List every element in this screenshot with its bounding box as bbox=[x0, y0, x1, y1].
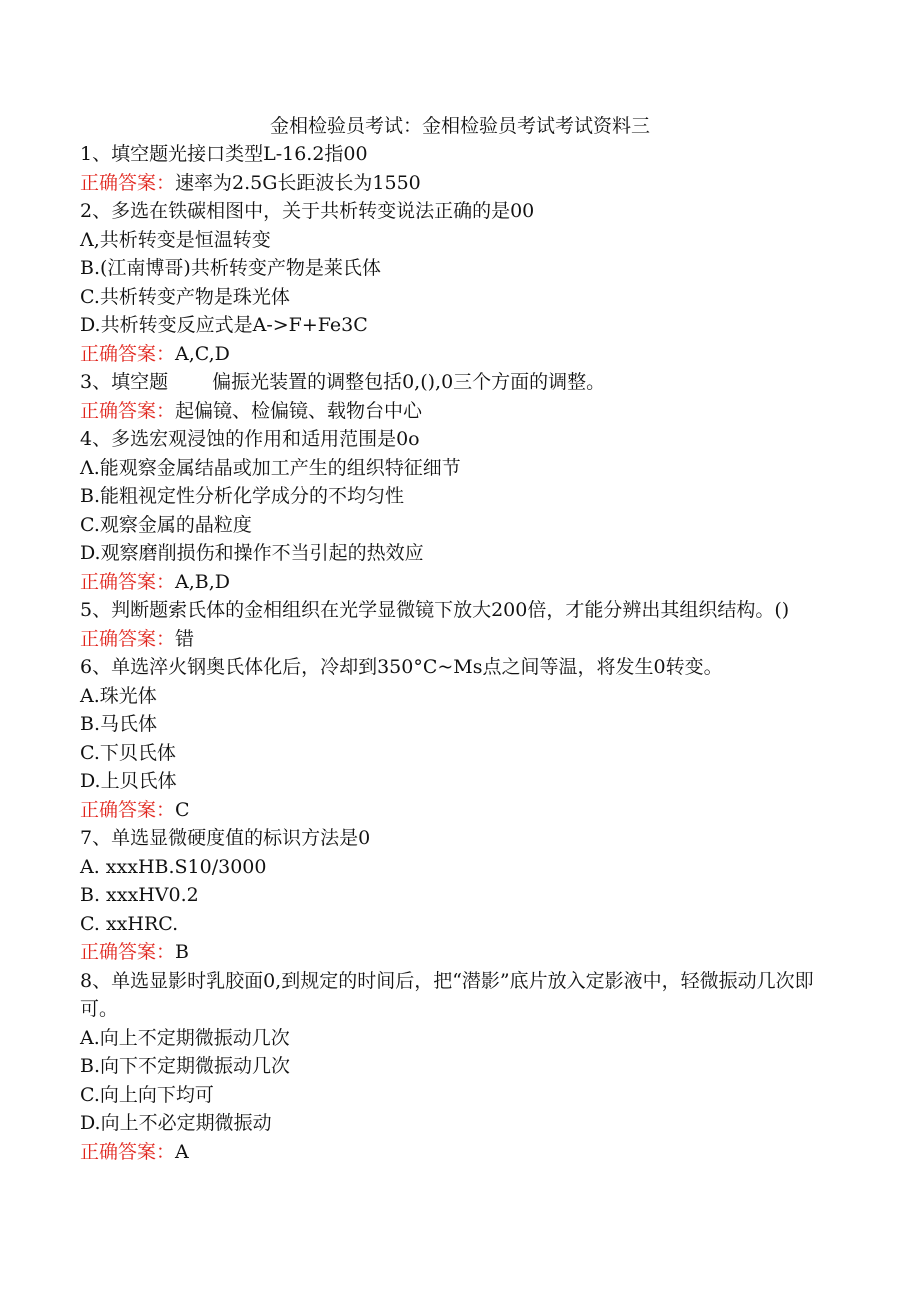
question-6-option-b: B.马氏体 bbox=[80, 713, 158, 735]
question-2-answer bbox=[80, 340, 840, 369]
answer-label: 正确答案： bbox=[80, 798, 176, 821]
question-7-option-a: A. xxxHB.S10/3000 bbox=[80, 855, 267, 878]
answer-label: 正确答案： bbox=[80, 342, 176, 365]
question-4-option-b: B.能粗视定性分析化学成分的不均匀性 bbox=[80, 485, 405, 507]
question-8-option-a: A.向上不定期微振动几次 bbox=[80, 1026, 290, 1049]
answer-value: 起偏镜、检偏镜、载物台中心 bbox=[175, 399, 423, 422]
answer-value: C bbox=[175, 798, 190, 821]
answer-label: 正确答案： bbox=[80, 570, 176, 593]
answer-value: A,B,D bbox=[175, 570, 231, 593]
answer-label: 正确答案： bbox=[80, 627, 176, 650]
question-8-stem: 8、单选显影时乳胶面0,到规定的时间后，把“潜影”底片放入定影液中，轻微振动几次即可。 bbox=[80, 969, 814, 1020]
question-8-option-d: D.向上不必定期微振动 bbox=[80, 1112, 272, 1134]
question-7-answer bbox=[80, 938, 840, 967]
question-2-stem: 2、多选在铁碳相图中，关于共析转变说法正确的是00 bbox=[80, 200, 535, 222]
answer-label: 正确答案： bbox=[80, 941, 176, 963]
question-2-option-b: B.(江南博哥)共析转变产物是莱氏体 bbox=[80, 257, 381, 279]
question-4-stem: 4、多选宏观浸蚀的作用和适用范围是0o bbox=[80, 428, 420, 450]
question-8-option-c: C.向上向下均可 bbox=[80, 1083, 214, 1106]
question-6-answer bbox=[80, 796, 840, 825]
question-2-option-a: Λ,共析转变是恒温转变 bbox=[80, 228, 271, 251]
question-1-answer bbox=[80, 169, 840, 198]
question-8-answer bbox=[80, 1138, 840, 1167]
question-3-stem bbox=[80, 368, 840, 397]
document-title: 金相检验员考试：金相检验员考试考试资料三 bbox=[269, 115, 650, 137]
question-6-option-d: D.上贝氏体 bbox=[80, 770, 177, 792]
answer-value: A,C,D bbox=[175, 342, 230, 365]
answer-label: 正确答案： bbox=[80, 399, 176, 422]
question-4-option-a: Λ.能观察金属结晶或加工产生的组织特征细节 bbox=[80, 456, 461, 479]
answer-value: B bbox=[175, 941, 189, 963]
question-6-stem: 6、单选淬火钢奥氏体化后，冷却到350°C~Ms点之间等温，将发生0转变。 bbox=[80, 656, 723, 678]
question-4-option-c: C.观察金属的晶粒度 bbox=[80, 513, 252, 536]
question-3-type: 3、填空题 bbox=[80, 371, 169, 393]
question-5-stem: 5、判断题索氏体的金相组织在光学显微镜下放大200倍，才能分辨出其组织结构。() bbox=[80, 599, 790, 621]
question-2-option-c: C.共析转变产物是珠光体 bbox=[80, 285, 290, 308]
question-7-stem: 7、单选显微硬度值的标识方法是0 bbox=[80, 827, 371, 849]
question-4-answer bbox=[80, 568, 840, 597]
answer-label: 正确答案： bbox=[80, 1140, 176, 1163]
answer-value: 速率为2.5G长距波长为1550 bbox=[175, 171, 421, 194]
answer-label: 正确答案： bbox=[80, 171, 176, 194]
answer-value: 错 bbox=[175, 627, 195, 650]
question-3-answer bbox=[80, 397, 840, 426]
answer-value: A bbox=[175, 1140, 189, 1163]
question-2-option-d: D.共析转变反应式是A->F+Fe3C bbox=[80, 314, 368, 336]
question-7-option-c: C. xxHRC. bbox=[80, 912, 179, 935]
document-page bbox=[80, 112, 840, 1166]
question-8-option-b: B.向下不定期微振动几次 bbox=[80, 1055, 291, 1077]
question-5-answer bbox=[80, 625, 840, 654]
question-3-text: 偏振光装置的调整包括0,(),0三个方面的调整。 bbox=[212, 371, 606, 393]
question-6-option-a: A.珠光体 bbox=[80, 684, 157, 707]
question-4-option-d: D.观察磨削损伤和操作不当引起的热效应 bbox=[80, 542, 424, 564]
question-6-option-c: C.下贝氏体 bbox=[80, 741, 176, 764]
question-1-stem: 1、填空题光接口类型L-16.2指00 bbox=[80, 143, 368, 165]
question-7-option-b: B. xxxHV0.2 bbox=[80, 884, 199, 906]
